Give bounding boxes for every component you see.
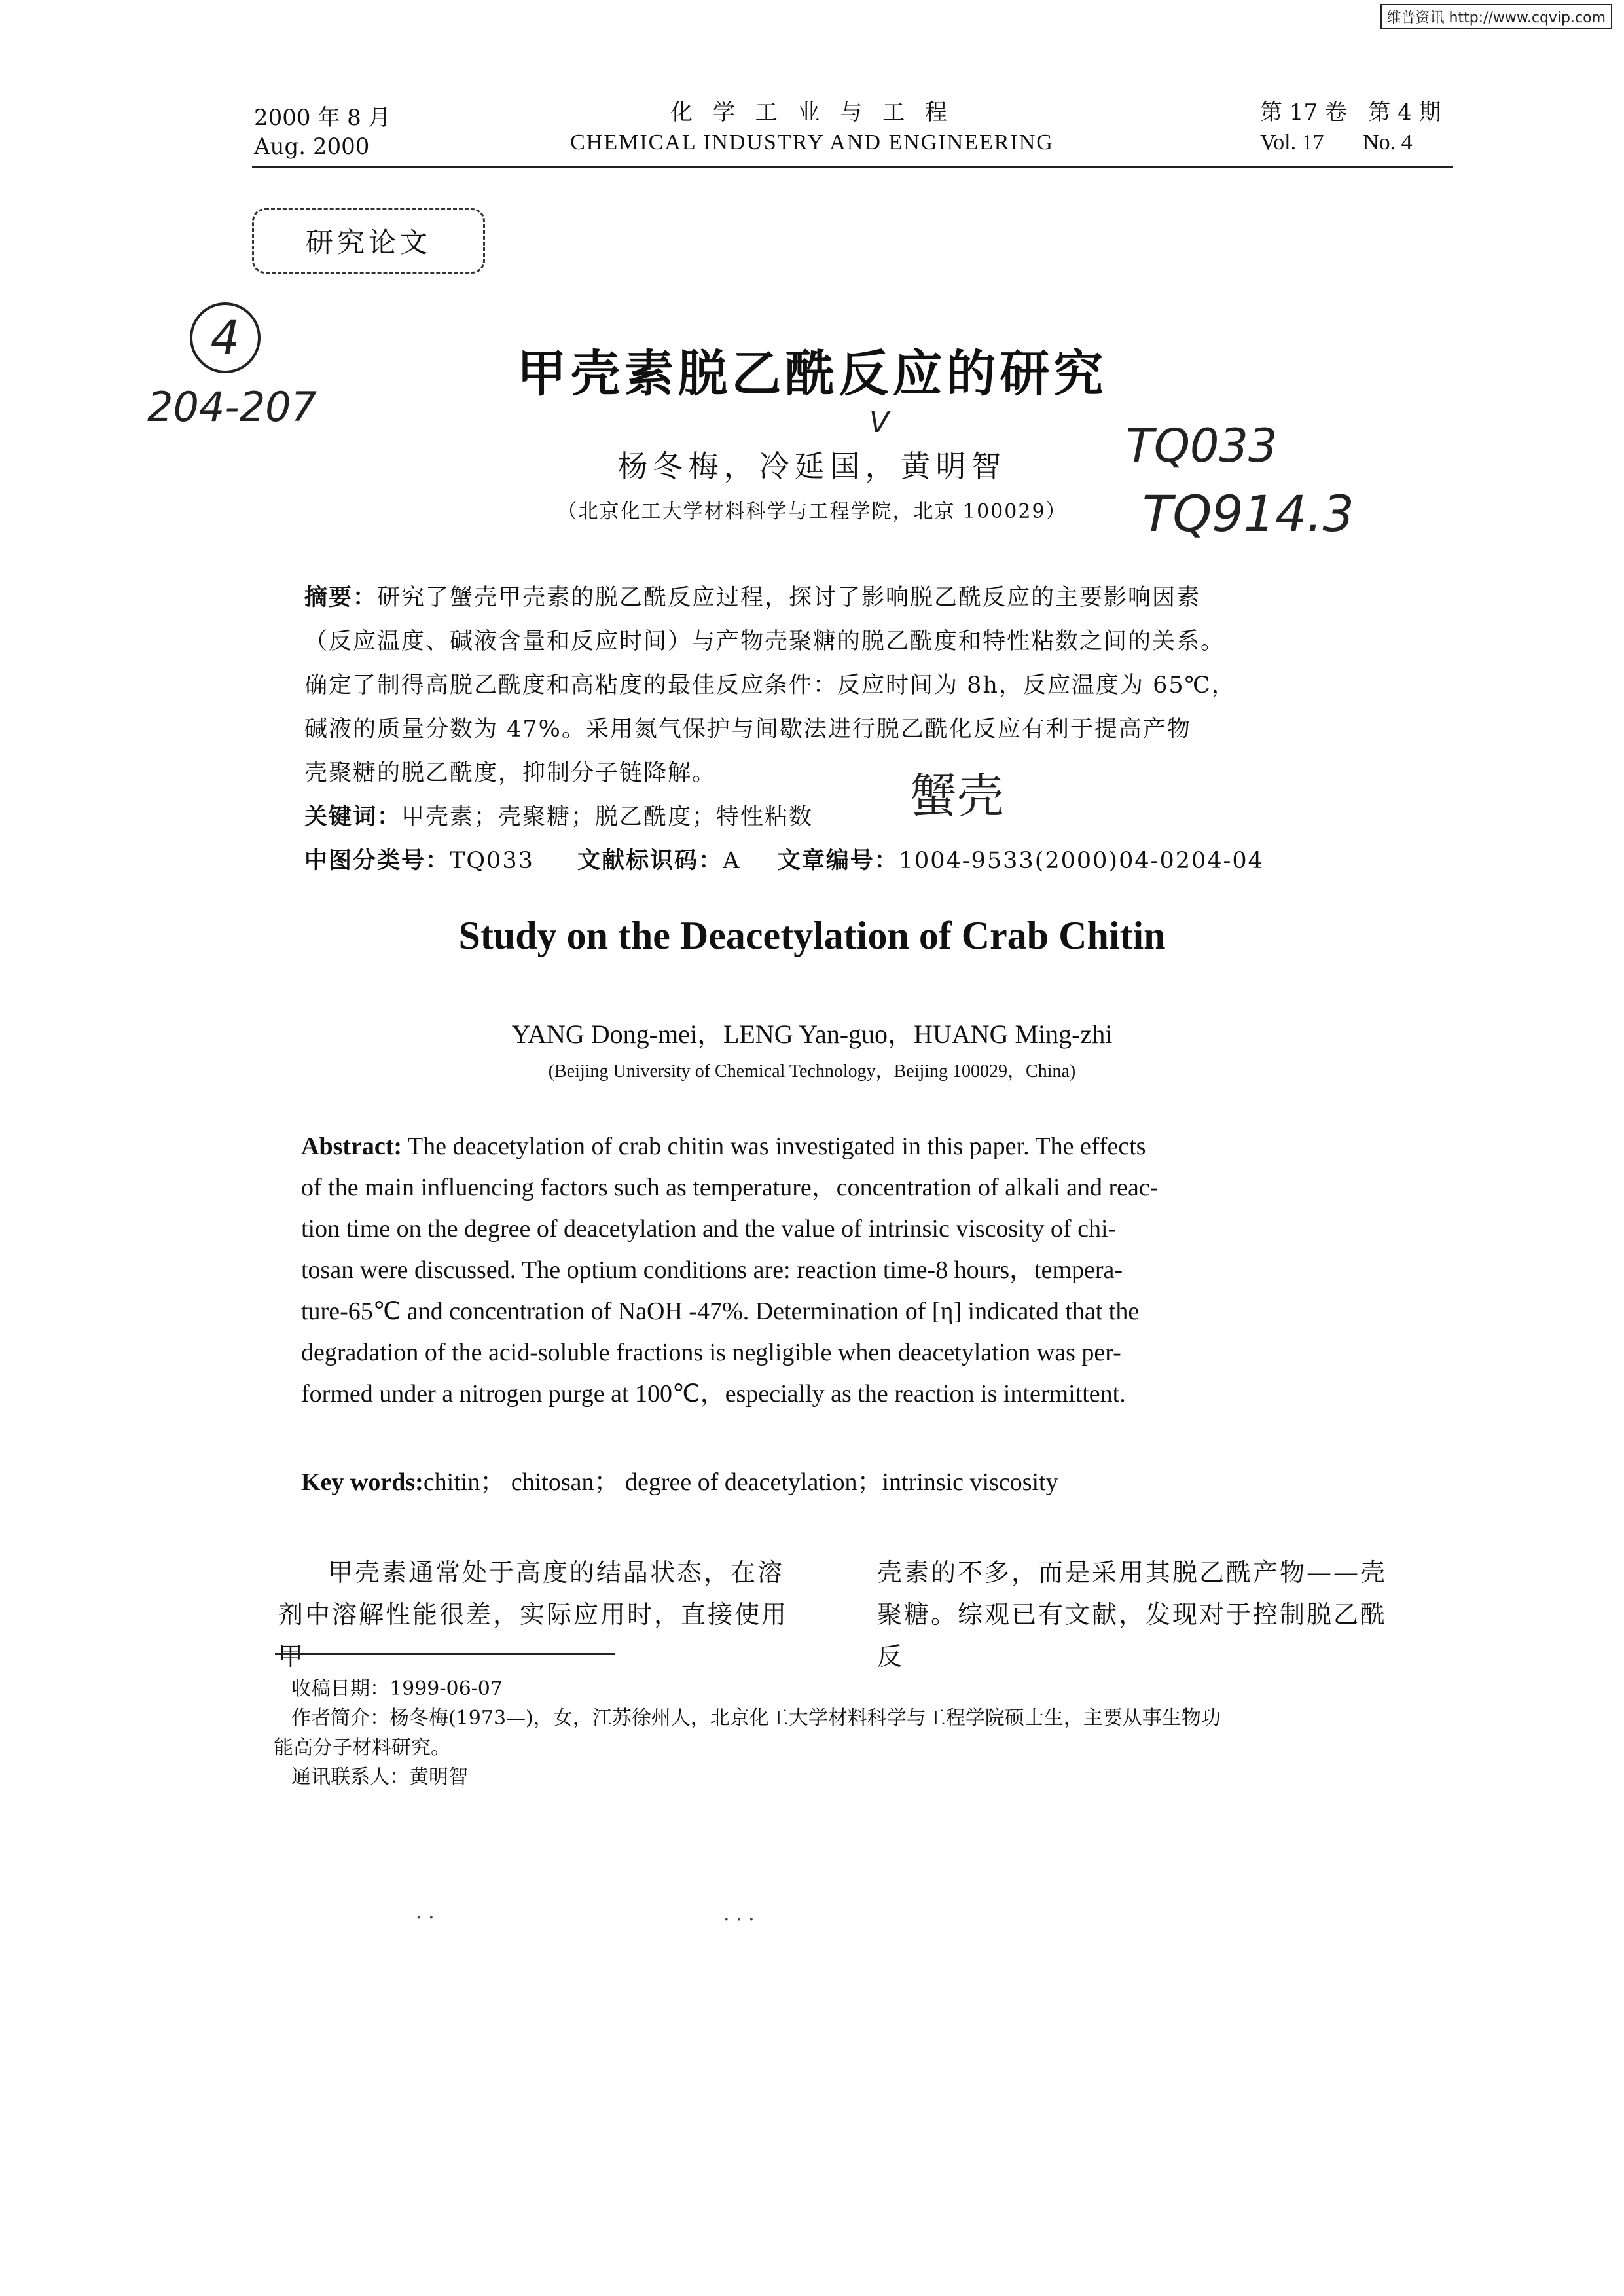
volume-cn: 第 17 卷 第 4 期: [1260, 100, 1441, 126]
abstract-en-line: degradation of the acid-soluble fractions is negligible when deacetylation was per-: [301, 1339, 1121, 1366]
clc-value: TQ033: [450, 848, 534, 874]
abstract-en-line: formed under a nitrogen purge at 100℃，especially as the reaction is intermittent.: [301, 1380, 1126, 1408]
abstract-en-line: ture-65℃ and concentration of NaOH -47%. Determination of [η] indicated that the: [301, 1298, 1140, 1325]
body-line: 聚糖。综观已有文献，发现对于控制脱乙酰反: [877, 1600, 1388, 1671]
footnote-bio-1: 作者简介：杨冬梅(1973—)，女，江苏徐州人，北京化工大学材料科学与工程学院硕士生，主要从事生物功: [291, 1707, 1221, 1730]
abstract-cn-line: 壳聚糖的脱乙酰度，抑制分子链降解。: [304, 760, 717, 786]
volume-en: Vol. 17 No. 4: [1260, 130, 1413, 155]
abstract-en-line: of the main influencing factors such as temperature，concentration of alkali and reac-: [301, 1174, 1159, 1201]
watermark: 维普资讯 http://www.cqvip.com: [1380, 4, 1612, 29]
scan-mark: · ·: [416, 1906, 435, 1929]
abstract-en-label: Abstract:: [301, 1133, 403, 1160]
abstract-cn-line: 确定了制得高脱乙酰度和高粘度的最佳反应条件：反应时间为 8h，反应温度为 65℃，: [304, 672, 1236, 699]
clc-label: 中图分类号：: [304, 848, 450, 874]
section-stamp: 研究论文: [252, 208, 485, 274]
handwritten-check-mark: V: [869, 406, 890, 439]
abstract-en-line: Abstract: The deacetylation of crab chitin was investigated in this paper. The effects: [301, 1133, 1146, 1160]
handwritten-code-2: TQ914.3: [1142, 484, 1354, 543]
issue-date-cn: 2000 年 8 月: [254, 105, 391, 131]
authors-cn: 杨冬梅，冷延国，黄明智: [617, 448, 1007, 484]
body-column-left: [278, 1552, 802, 1677]
abstract-en: [301, 1126, 1401, 1415]
keywords-cn-label: 关键词：: [304, 804, 402, 830]
footnote-bio-2: 能高分子材料研究。: [274, 1736, 450, 1759]
handwritten-code-1: TQ033: [1126, 419, 1278, 473]
issue-date-en: Aug. 2000: [254, 134, 370, 160]
handwritten-pages: 204-207: [147, 383, 317, 431]
affiliation-cn: （北京化工大学材料科学与工程学院，北京 100029）: [557, 500, 1067, 523]
scan-mark: · · ·: [723, 1908, 755, 1931]
keywords-en-label: Key words:: [301, 1468, 424, 1496]
body-line: 甲壳素通常处于高度的结晶状态，在溶: [328, 1558, 785, 1587]
keywords-en-text: chitin； chitosan； degree of deacetylation；intrinsic viscosity: [423, 1468, 1058, 1496]
paper-title-en: Study on the Deacetylation of Crab Chitin: [458, 914, 1166, 957]
affiliation-en: (Beijing University of Chemical Technology，Beijing 100029，China): [548, 1061, 1076, 1082]
abstract-cn: [304, 576, 1411, 883]
journal-title-cn: 化 学 工 业 与 工 程: [670, 100, 954, 126]
handwritten-annotation: 蟹壳: [910, 769, 1005, 824]
handwritten-circle-number: 4: [190, 302, 261, 373]
keywords-en: [301, 1461, 1058, 1497]
abstract-en-line: tosan were discussed. The optium conditions are: reaction time-8 hours，tempera-: [301, 1256, 1123, 1284]
classification-line: [304, 839, 1411, 883]
footnote-rule: [275, 1653, 615, 1655]
body-line: 剂中溶解性能很差，实际应用时，直接使用甲: [278, 1600, 789, 1671]
footnote-received: 收稿日期：1999-06-07: [291, 1677, 503, 1700]
doc-code-label: 文献标识码：: [577, 848, 723, 874]
abstract-cn-label: 摘要：: [304, 585, 378, 611]
doc-code-value: A: [723, 848, 741, 874]
footnote-contact: 通讯联系人：黄明智: [291, 1766, 468, 1789]
body-line: 壳素的不多，而是采用其脱乙酰产物——壳: [877, 1558, 1388, 1587]
abstract-cn-line: （反应温度、碱液含量和反应时间）与产物壳聚糖的脱乙酰度和特性粘数之间的关系。: [304, 629, 1225, 655]
keywords-cn-text: 甲壳素；壳聚糖；脱乙酰度；特性粘数: [401, 804, 814, 830]
abstract-cn-line: 摘要：研究了蟹壳甲壳素的脱乙酰反应过程，探讨了影响脱乙酰反应的主要影响因素: [304, 585, 1201, 611]
authors-en: YANG Dong-mei，LENG Yan-guo，HUANG Ming-zhi: [511, 1019, 1113, 1049]
keywords-cn: [304, 795, 1411, 839]
header-rule: [252, 166, 1453, 168]
body-column-right: [877, 1552, 1401, 1677]
article-number-value: 1004-9533(2000)04-0204-04: [898, 848, 1264, 874]
abstract-cn-line: 碱液的质量分数为 47%。采用氮气保护与间歇法进行脱乙酰化反应有利于提高产物: [304, 716, 1191, 742]
abstract-en-line: tion time on the degree of deacetylation and the value of intrinsic viscosity of chi-: [301, 1215, 1117, 1243]
article-number-label: 文章编号：: [777, 848, 899, 874]
journal-title-en: CHEMICAL INDUSTRY AND ENGINEERING: [570, 130, 1054, 155]
paper-title-cn: 甲壳素脱乙酰反应的研究: [516, 344, 1108, 403]
